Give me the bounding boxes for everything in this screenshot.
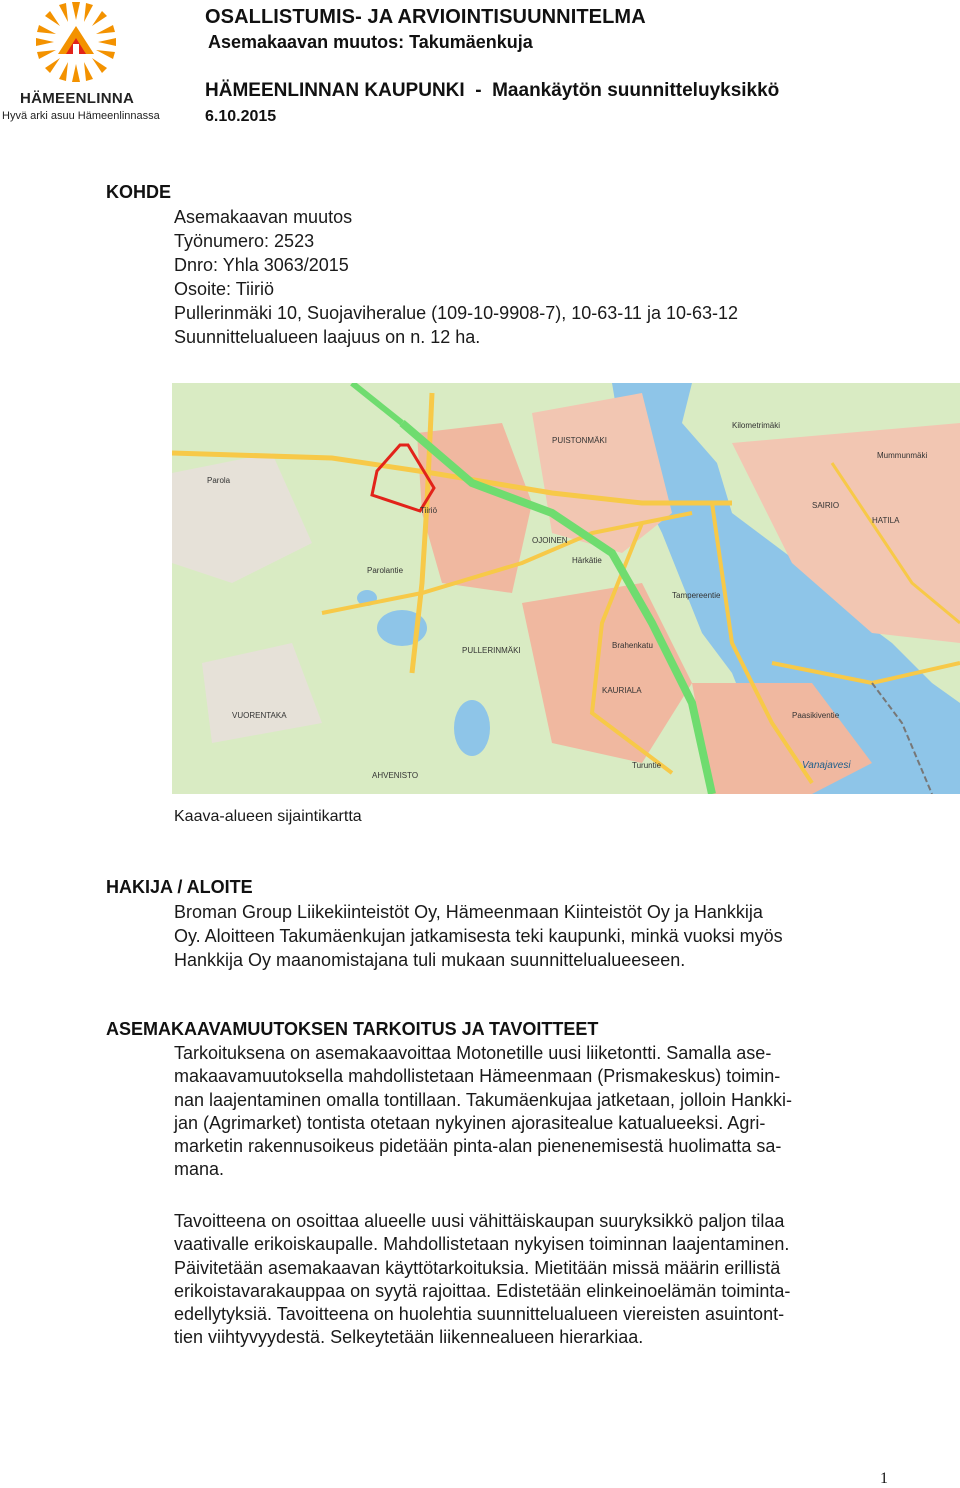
map-label: PULLERINMÄKI [462, 646, 521, 655]
paragraph-line: nan laajentaminen omalla tontillaan. Takumäenkujaa jatketaan, jolloin Hankki- [174, 1089, 793, 1110]
hakija-line: Oy. Aloitteen Takumäenkujan jatkamisesta teki kaupunki, minkä vuoksi myös [174, 926, 783, 946]
document-subtitle: Asemakaavan muutos: Takumäenkuja [208, 32, 533, 52]
paragraph-line: mana. [174, 1159, 225, 1180]
hameenlinna-logo [0, 0, 160, 130]
tarkoitus-paragraph-1 [174, 1042, 904, 1182]
map-label: Parolantie [367, 566, 404, 575]
map-label: Vanajavesi [802, 760, 851, 771]
hakija-line: Broman Group Liikekiinteistöt Oy, Hämeenmaan Kiinteistöt Oy ja Hankkija [174, 902, 763, 922]
document-date: 6.10.2015 [205, 108, 277, 125]
organization: HÄMEENLINNAN KAUPUNKI - Maankäytön suunnitteluyksikkö [205, 80, 780, 101]
map-caption: Kaava-alueen sijaintikartta [174, 808, 362, 825]
kohde-line: Osoite: Tiiriö [174, 279, 275, 299]
paragraph-line: tien viihtyvyydestä. Selkeytetään liikennealueen hierarkiaa. [174, 1327, 644, 1348]
paragraph-line: Päivitetään asemakaavan käyttötarkoituksia. Mietitään missä määrin erillistä [174, 1257, 781, 1278]
logo-name: HÄMEENLINNA [20, 90, 135, 107]
map-label: Tiiriö [420, 506, 438, 515]
page-number: 1 [880, 1470, 888, 1487]
map-label: AHVENISTO [372, 771, 419, 780]
paragraph-line: Tarkoituksena on asemakaavoittaa Motonetille uusi liiketontti. Samalla ase- [174, 1043, 772, 1063]
section-title-kohde: KOHDE [106, 182, 172, 202]
kohde-line: Suunnittelualueen laajuus on n. 12 ha. [174, 327, 481, 347]
map-label: Mummunmäki [877, 451, 928, 460]
map-label: Brahenkatu [612, 641, 653, 650]
hakija-line: Hankkija Oy maanomistajana tuli mukaan suunnittelualueeseen. [174, 950, 686, 970]
map-label: Paasikiventie [792, 711, 840, 720]
paragraph-line: vaativalle erikoiskaupalle. Mahdollistetaan nykyisen toiminnan laajentaminen. [174, 1234, 790, 1255]
paragraph-line: jan (Agrimarket) tontista otetaan nykyinen ajorasitealue katualueeksi. Agri- [174, 1112, 766, 1133]
kohde-line: Dnro: Yhla 3063/2015 [174, 255, 349, 275]
logo-slogan: Hyvä arki asuu Hämeenlinnassa [2, 110, 160, 122]
kohde-line: Pullerinmäki 10, Suojaviheralue (109-10-9908-7), 10-63-11 ja 10-63-12 [174, 303, 739, 323]
section-title-hakija: HAKIJA / ALOITE [106, 877, 253, 897]
paragraph-line: Tavoitteena on osoittaa alueelle uusi vähittäiskaupan suuryksikkö paljon tilaa [174, 1211, 785, 1231]
kohde-line: Asemakaavan muutos [174, 207, 353, 227]
paragraph-line: makaavamuutoksella mahdollistetaan Hämeenmaan (Prismakeskus) toimin- [174, 1066, 781, 1087]
location-map [172, 383, 960, 794]
map-label: VUORENTAKA [232, 711, 287, 720]
map-label: Parola [207, 476, 231, 485]
kohde-line: Työnumero: 2523 [174, 231, 315, 251]
map-label: Turuntie [632, 761, 662, 770]
map-label: OJOINEN [532, 536, 568, 545]
document-title: OSALLISTUMIS- JA ARVIOINTISUUNNITELMA [205, 6, 646, 28]
paragraph-line: marketin rakennusoikeus pidetään pinta-alan pienenemisestä huolimatta sa- [174, 1136, 782, 1157]
map-label: Härkätie [572, 556, 602, 565]
map-label: SAIRIO [812, 501, 840, 510]
paragraph-line: edellytyksiä. Tavoitteena on huolehtia suunnittelualueen viereisten asuintont- [174, 1304, 785, 1325]
map-label: PUISTONMÄKI [552, 436, 607, 445]
map-label: Tampereentie [672, 591, 721, 600]
tarkoitus-paragraph-2 [174, 1210, 904, 1350]
map-label: KAURIALA [602, 686, 642, 695]
map-label: HATILA [872, 516, 900, 525]
paragraph-line: erikoistavarakauppaa on syytä rajoittaa. Edistetään elinkeinoelämän toiminta- [174, 1280, 791, 1301]
map-label: Kilometrimäki [732, 421, 781, 430]
section-title-tarkoitus: ASEMAKAAVAMUUTOKSEN TARKOITUS JA TAVOITTEET [106, 1019, 599, 1039]
